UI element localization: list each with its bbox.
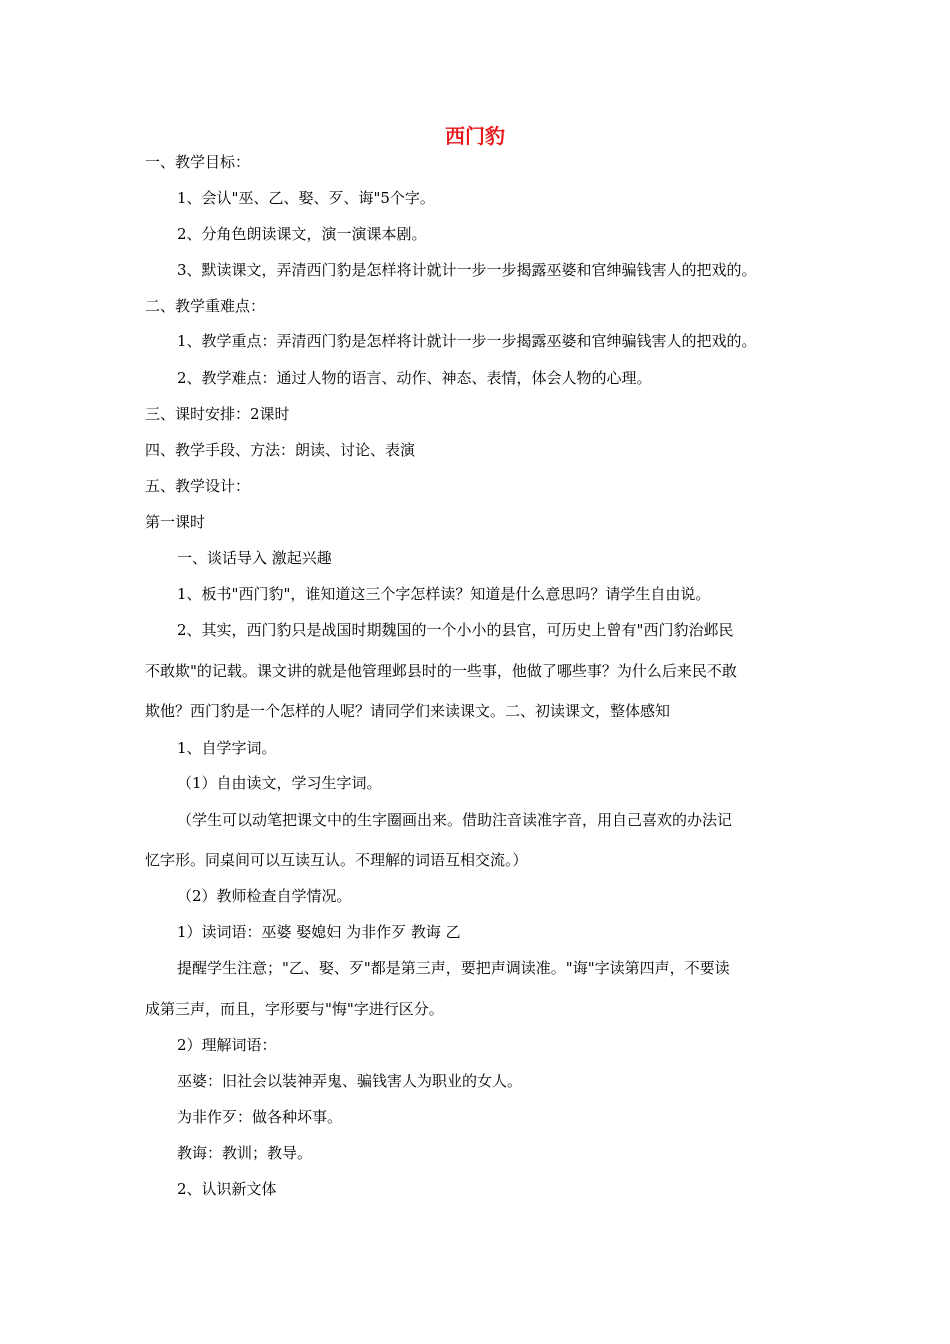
objective-item-1: 1、会认"巫、乙、娶、歹、诲"5个字。 — [177, 189, 435, 207]
paragraph-line: 2）理解词语： — [177, 1036, 277, 1054]
paragraph-line: 教诲：教训；教导。 — [177, 1144, 313, 1162]
paragraph-line: （1）自由读文，学习生字词。 — [177, 774, 382, 792]
paragraph-line: 巫婆：旧社会以装神弄鬼、骗钱害人为职业的女人。 — [177, 1072, 523, 1090]
paragraph-line: 忆字形。同桌间可以互读互认。不理解的词语互相交流。） — [145, 851, 528, 869]
paragraph-line: 2、认识新文体 — [177, 1180, 277, 1198]
paragraph-line: 为非作歹：做各种坏事。 — [177, 1108, 343, 1126]
lesson-heading: 第一课时 — [145, 513, 206, 531]
section-heading-design: 五、教学设计： — [145, 477, 251, 495]
paragraph-line: （学生可以动笔把课文中的生字圈画出来。借助注音读准字音，用自己喜欢的办法记 — [177, 811, 733, 829]
section-heading-schedule: 三、课时安排：2课时 — [145, 405, 290, 423]
step-heading-intro: 一、谈话导入 激起兴趣 — [177, 549, 332, 567]
paragraph-line: 1）读词语：巫婆 娶媳妇 为非作歹 教诲 乙 — [177, 923, 461, 941]
section-heading-objectives: 一、教学目标： — [145, 153, 251, 171]
paragraph-line: 欺他？西门豹是一个怎样的人呢？请同学们来读课文。二、初读课文，整体感知 — [145, 702, 671, 720]
paragraph-line: 成第三声，而且，字形要与"悔"字进行区分。 — [145, 1000, 444, 1018]
paragraph-line: 1、自学字词。 — [177, 739, 277, 757]
key-point-item-1: 1、教学重点：弄清西门豹是怎样将计就计一步一步揭露巫婆和官绅骗钱害人的把戏的。 — [177, 332, 757, 350]
document-title: 西门豹 — [445, 124, 505, 148]
paragraph-line: 1、板书"西门豹"，谁知道这三个字怎样读？知道是什么意思吗？请学生自由说。 — [177, 585, 711, 603]
objective-item-2: 2、分角色朗读课文，演一演课本剧。 — [177, 225, 427, 243]
objective-item-3: 3、默读课文，弄清西门豹是怎样将计就计一步一步揭露巫婆和官绅骗钱害人的把戏的。 — [177, 261, 757, 279]
paragraph-line: 不敢欺"的记载。课文讲的就是他管理邺县时的一些事，他做了哪些事？为什么后来民不敢 — [145, 662, 737, 680]
section-heading-key-points: 二、教学重难点： — [145, 297, 266, 315]
paragraph-line: 提醒学生注意；"乙、娶、歹"都是第三声，要把声调读准。"诲"字读第四声，不要读 — [177, 959, 730, 977]
paragraph-line: 2、其实，西门豹只是战国时期魏国的一个小小的县官，可历史上曾有"西门豹治邺民 — [177, 621, 734, 639]
section-heading-methods: 四、教学手段、方法：朗读、讨论、表演 — [145, 441, 416, 459]
key-point-item-2: 2、教学难点：通过人物的语言、动作、神态、表情，体会人物的心理。 — [177, 369, 652, 387]
paragraph-line: （2）教师检查自学情况。 — [177, 887, 352, 905]
